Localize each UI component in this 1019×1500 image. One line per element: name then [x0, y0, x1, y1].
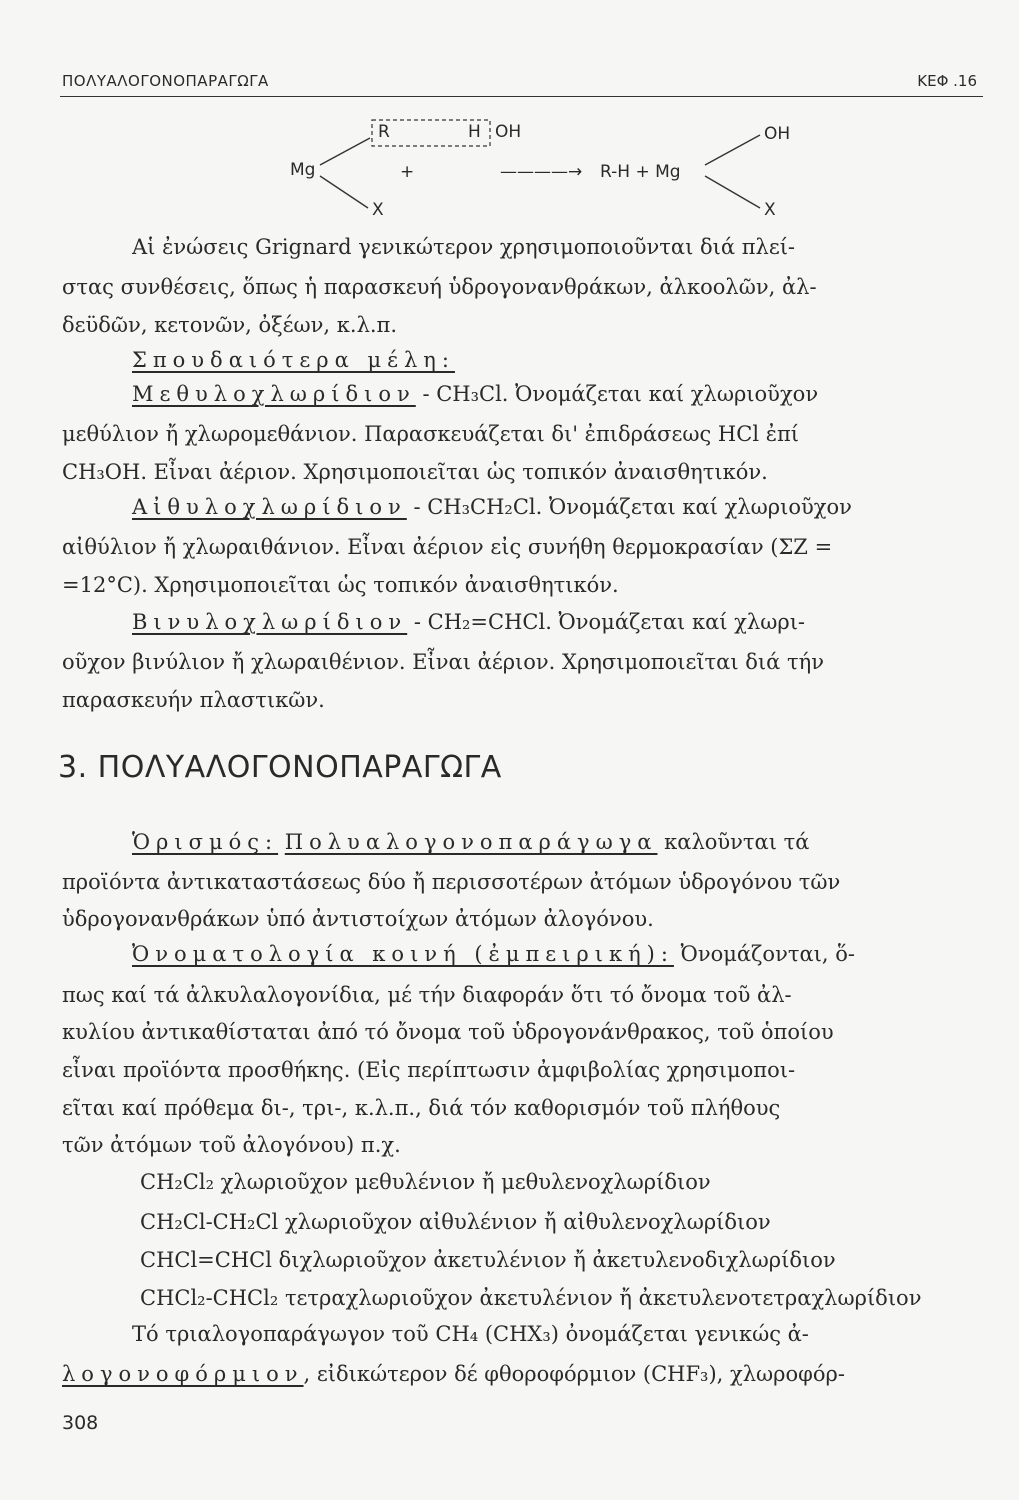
- text-line: πως καί τά ἀλκυλαλογονίδια, μέ τήν διαφοράν ὅτι τό ὄνομα τοῦ ἀλ-: [62, 983, 792, 1007]
- oh-left: OH: [495, 122, 522, 142]
- page-number: 308: [62, 1412, 99, 1434]
- term-polyhalogen-derivatives: Πολυαλογονοπαράγωγα: [284, 830, 658, 854]
- text-line: δεϋδῶν, κετονῶν, ὀξέων, κ.λ.π.: [62, 313, 398, 337]
- term-methyl-chloride: Μεθυλοχλωρίδιον: [132, 382, 416, 406]
- plus-sign: +: [400, 162, 415, 182]
- text-line: Αἰθυλοχλωρίδιον - CH₃CH₂Cl. Ὀνομάζεται καί χλωριοῦχον: [132, 495, 852, 519]
- subheading-important-members: Σπουδαιότερα μέλη:: [132, 348, 455, 372]
- text-line: λογονοφόρμιον, εἰδικώτερον δέ φθοροφόρμιον (CHF₃), χλωροφόρ-: [62, 1362, 845, 1386]
- term-vinyl-chloride: Βινυλοχλωρίδιον: [132, 610, 408, 634]
- text-line: =12°C). Χρησιμοποιεῖται ὡς τοπικόν ἀναισθητικόν.: [62, 573, 619, 597]
- reaction-arrow: ————→: [500, 162, 583, 182]
- text-line: οῦχον βινύλιον ἤ χλωραιθένιον. Εἶναι ἀέριον. Χρησιμοποιεῖται διά τήν: [62, 650, 824, 674]
- text-line: προϊόντα ἀντικαταστάσεως δύο ἤ περισσοτέρων ἀτόμων ὑδρογόνου τῶν: [62, 870, 841, 894]
- text-line: Ὀνοματολογία κοινή (ἐμπειρική): Ὀνομάζονται, ὅ-: [132, 942, 855, 966]
- running-header-title: ΠΟΛΥΑΛΟΓΟΝΟΠΑΡΑΓΩΓΑ: [62, 72, 269, 90]
- term-common-nomenclature: Ὀνοματολογία κοινή (ἐμπειρική):: [132, 942, 674, 966]
- x-right: X: [764, 200, 776, 220]
- text-line: CH₃OH. Εἶναι ἀέριον. Χρησιμοποιεῖται ὡς τοπικόν ἀναισθητικόν.: [62, 460, 768, 484]
- text-line: τῶν ἀτόμων τοῦ ἀλογόνου) π.χ.: [62, 1133, 401, 1157]
- formula-line: CH₂Cl₂ χλωριοῦχον μεθυλένιον ἤ μεθυλενοχλωρίδιον: [140, 1170, 711, 1194]
- text-line: μεθύλιον ἤ χλωρομεθάνιον. Παρασκευάζεται δι' ἐπιδράσεως HCl ἐπί: [62, 422, 800, 446]
- text-line: Ὁρισμός: Πολυαλογονοπαράγωγα καλοῦνται τά: [132, 830, 810, 854]
- text-line: αἰθύλιον ἤ χλωραιθάνιον. Εἶναι ἀέριον εἰς συνήθη θερμοκρασίαν (ΣΖ =: [62, 535, 833, 559]
- text-line: παρασκευήν πλαστικῶν.: [62, 688, 325, 712]
- reaction-product: R-H + Mg: [600, 162, 681, 182]
- x-left: X: [372, 200, 384, 220]
- section-title: 3. ΠΟΛΥΑΛΟΓΟΝΟΠΑΡΑΓΩΓΑ: [58, 750, 502, 785]
- text-line: Βινυλοχλωρίδιον - CH₂=CHCl. Ὀνομάζεται καί χλωρι-: [132, 610, 806, 634]
- text-line: Μεθυλοχλωρίδιον - CH₃Cl. Ὀνομάζεται καί χλωριοῦχον: [132, 382, 819, 406]
- oh-right: OH: [764, 124, 791, 144]
- mg-left: Mg: [290, 160, 316, 180]
- text-line: εῖται καί πρόθεμα δι-, τρι-, κ.λ.π., διά τόν καθορισμόν τοῦ πλήθους: [62, 1096, 781, 1120]
- grignard-reaction-equation: [250, 110, 830, 220]
- h-atom: H: [468, 122, 481, 142]
- text-line: ὑδρογονανθράκων ὑπό ἀντιστοίχων ἀτόμων ἀλογόνου.: [62, 907, 654, 931]
- r-group: R: [378, 122, 390, 142]
- text-line: Τό τριαλογοπαράγωγον τοῦ CH₄ (CHX₃) ὀνομάζεται γενικώς ἀ-: [132, 1322, 809, 1346]
- formula-line: CHCl=CHCl διχλωριοῦχον ἀκετυλένιον ἤ ἀκετυλενοδιχλωρίδιον: [140, 1248, 836, 1272]
- text-line: Αἱ ἐνώσεις Grignard γενικώτερον χρησιμοποιοῦνται διά πλεί-: [132, 235, 796, 259]
- text-line: εἶναι προϊόντα προσθήκης. (Εἰς περίπτωσιν ἀμφιβολίας χρησιμοποι-: [62, 1058, 796, 1082]
- text-line: κυλίου ἀντικαθίσταται ἀπό τό ὄνομα τοῦ ὑδρογονάνθρακος, τοῦ ὁποίου: [62, 1020, 834, 1044]
- term-ethyl-chloride: Αἰθυλοχλωρίδιον: [132, 495, 407, 519]
- chapter-label: ΚΕΦ .16: [917, 72, 977, 90]
- term-haloform: λογονοφόρμιον: [62, 1362, 304, 1386]
- formula-line: CH₂Cl-CH₂Cl χλωριοῦχον αἰθυλένιον ἤ αἰθυλενοχλωρίδιον: [140, 1210, 771, 1234]
- header-rule: [60, 96, 983, 97]
- term-definition: Ὁρισμός:: [132, 830, 279, 854]
- text-line: στας συνθέσεις, ὅπως ἡ παρασκευή ὑδρογονανθράκων, ἀλκοολῶν, ἀλ-: [62, 275, 817, 299]
- formula-line: CHCl₂-CHCl₂ τετραχλωριοῦχον ἀκετυλένιον ἤ ἀκετυλενοτετραχλωρίδιον: [140, 1286, 922, 1310]
